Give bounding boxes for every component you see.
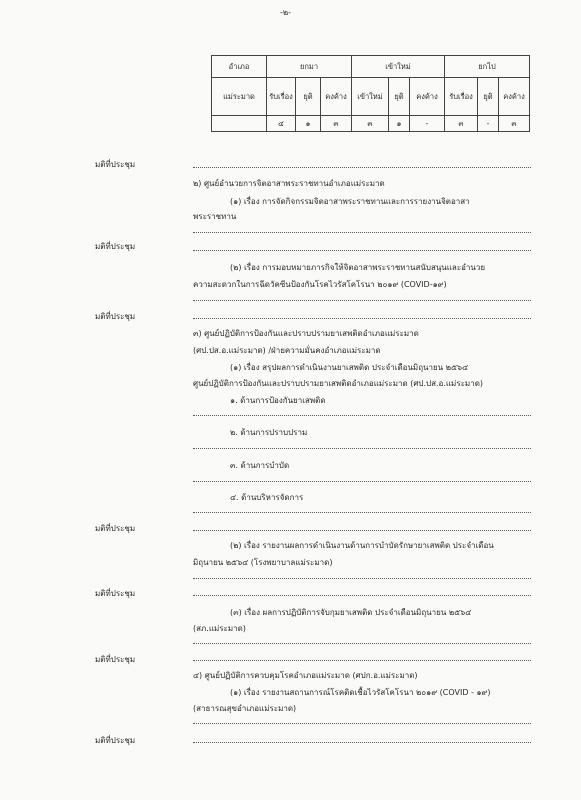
sub-item: ๓. ด้านการบำบัด: [230, 461, 290, 470]
table-cell: -: [410, 116, 445, 132]
agenda-item-cont: (สาธารณสุขอำเภอแม่ระมาด): [193, 704, 297, 713]
table-subheader: คงค้าง: [410, 78, 445, 116]
table-subheader: ยุติ: [389, 78, 410, 116]
table-cell: -: [478, 116, 499, 132]
table-group-new: เข้าใหม่: [352, 56, 445, 78]
agenda-item-cont: ความสะดวกในการฉีดวัคซีนป้องกันโรคไวรัสโคโรนา ๒๐๑๙ (COVID-๑๙): [193, 280, 447, 289]
dotted-line: [193, 250, 531, 251]
dotted-line: [193, 448, 531, 449]
table-cell: ๓: [499, 116, 530, 132]
resolution-label: มติที่ประชุม: [95, 312, 136, 321]
page-number: -๒-: [280, 8, 292, 17]
sub-item: ๔. ด้านบริหารจัดการ: [230, 493, 304, 502]
table-header-district: อำเภอ: [212, 56, 267, 78]
dotted-line: [193, 318, 531, 319]
agenda-item-cont: ศูนย์ปฏิบัติการป้องกันและปราบปรามยาเสพติดอำเภอแม่ระมาด (ศป.ปส.อ.แม่ระมาด): [193, 379, 484, 388]
table-subheader: รับเรื่อง: [267, 78, 296, 116]
agenda-item: (๑) เรื่อง สรุปผลการดำเนินงานยาเสพติด ประจำเดือนมิถุนายน ๒๕๖๔: [230, 363, 469, 372]
agenda-item: (๑) เรื่อง รายงานสถานการณ์โรคติดเชื้อไวรัสโคโรนา ๒๐๑๙ (COVID - ๑๙): [230, 688, 491, 697]
table-cell: ๔: [267, 116, 296, 132]
section-heading: ๓) ศูนย์ปฏิบัติการป้องกันและปราบปรามยาเสพติดอำเภอแม่ระมาด: [193, 329, 419, 338]
dotted-line: [193, 167, 531, 168]
resolution-label: มติที่ประชุม: [95, 736, 136, 745]
agenda-item: (๒) เรื่อง รายงานผลการดำเนินงานด้านการบำบัดรักษายาเสพติด ประจำเดือน: [230, 541, 494, 550]
agenda-item: (๓) เรื่อง ผลการปฏิบัติการจับกุมยาเสพติด ประจำเดือนมิถุนายน ๒๕๖๔: [230, 608, 472, 617]
sub-item: ๑. ด้านการป้องกันยาเสพติด: [230, 396, 326, 405]
table-cell: ๓: [445, 116, 478, 132]
resolution-label: มติที่ประชุม: [95, 242, 136, 251]
dotted-line: [193, 530, 531, 531]
resolution-label: มติที่ประชุม: [95, 160, 136, 169]
table-subheader: ยุติ: [296, 78, 321, 116]
dotted-line: [193, 643, 531, 644]
table-group-carried-in: ยกมา: [267, 56, 352, 78]
dotted-line: [193, 300, 531, 301]
dotted-line: [193, 660, 531, 661]
table-cell: ๓: [352, 116, 389, 132]
table-subheader: ยุติ: [478, 78, 499, 116]
table-cell: ๑: [296, 116, 321, 132]
agenda-item-cont: มิถุนายน ๒๕๖๔ (โรงพยาบาลแม่ระมาด): [193, 558, 333, 567]
table-subheader: คงค้าง: [499, 78, 530, 116]
dotted-line: [193, 232, 531, 233]
resolution-label: มติที่ประชุม: [95, 655, 136, 664]
section-heading-cont: (ศป.ปส.อ.แม่ระมาด) /ฝ่ายความมั่นคงอำเภอแม่ระมาด: [193, 346, 381, 355]
table-subheader: เข้าใหม่: [352, 78, 389, 116]
agenda-item: (๒) เรื่อง การมอบหมายภารกิจให้จิตอาสาพระราชทานสนับสนุนและอำนวย: [230, 263, 486, 272]
agenda-item-cont: (สภ.แม่ระมาด): [193, 624, 246, 633]
dotted-line: [193, 595, 531, 596]
section-heading: ๔) ศูนย์ปฏิบัติการควบคุมโรคอำเภอแม่ระมาด (ศปก.อ.แม่ระมาด): [193, 671, 418, 680]
agenda-item: (๑) เรื่อง การจัดกิจกรรมจิตอาสาพระราชทานและการรายงานจิตอาสา: [230, 197, 470, 206]
table-subheader: คงค้าง: [321, 78, 352, 116]
agenda-item-cont: พระราชทาน: [193, 212, 237, 221]
dotted-line: [193, 481, 531, 482]
dotted-line: [193, 415, 531, 416]
sub-item: ๒. ด้านการปราบปราม: [230, 428, 308, 437]
table-cell: ๑: [389, 116, 410, 132]
dotted-line: [193, 723, 531, 724]
table-subheader: รับเรื่อง: [445, 78, 478, 116]
table-cell: ๓: [321, 116, 352, 132]
resolution-label: มติที่ประชุม: [95, 524, 136, 533]
table-row-label: แม่ระมาด: [212, 78, 267, 116]
resolution-label: มติที่ประชุม: [95, 589, 136, 598]
table-group-carried-out: ยกไป: [445, 56, 530, 78]
section-heading: ๒) ศูนย์อำนวยการจิตอาสาพระราชทานอำเภอแม่ระมาด: [193, 179, 385, 188]
case-summary-table: [211, 55, 530, 132]
dotted-line: [193, 742, 531, 743]
dotted-line: [193, 512, 531, 513]
dotted-line: [193, 578, 531, 579]
